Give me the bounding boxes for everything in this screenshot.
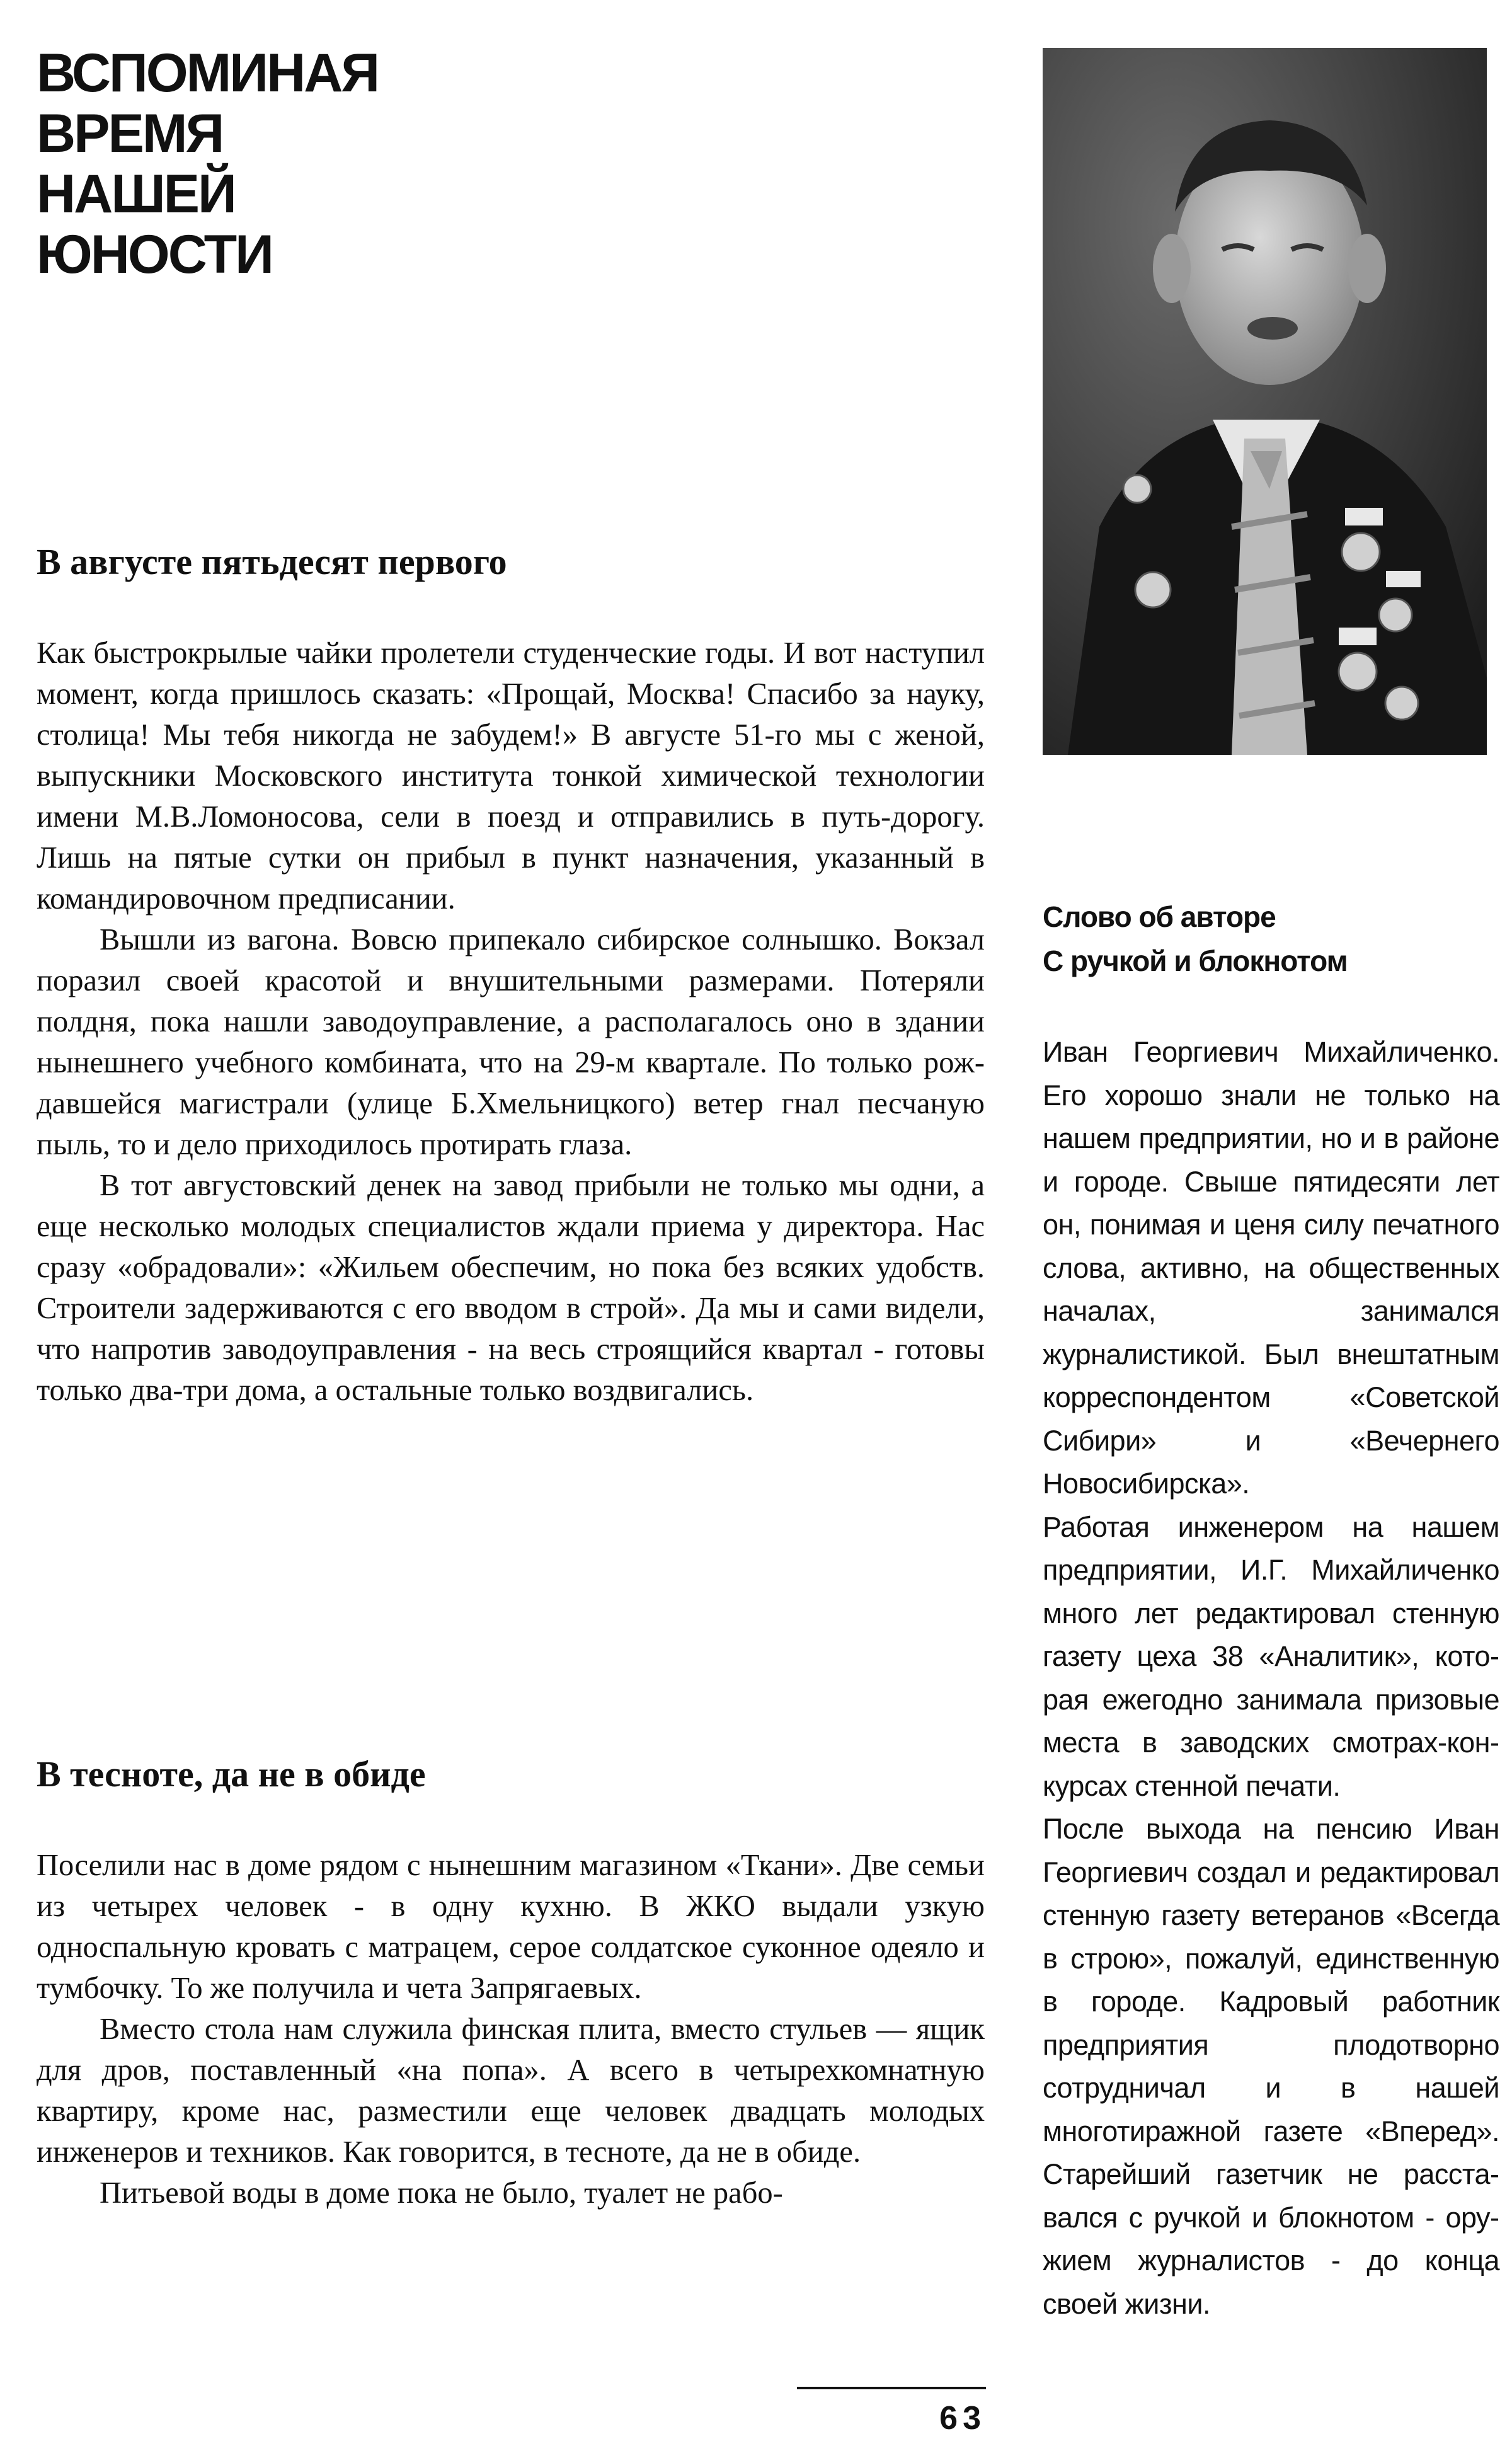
sidebar-heading-line: С ручкой и блокнотом: [1043, 945, 1348, 977]
section-heading: В тесноте, да не в обиде: [37, 1754, 426, 1794]
title-line: ВСПОМИНАЯ: [37, 43, 379, 103]
sidebar-heading: [1043, 895, 1499, 983]
title-line: НАШЕЙ: [37, 164, 235, 224]
author-portrait-photo: [1043, 48, 1487, 755]
sidebar-paragraph: Иван Георгиевич Михайличенко. Его хорошо знали не только на нашем предприятии, но и в районе и городе. Свыше пятидесяти лет он, понимая и ценя силу печатного слова, активно, на общественных началах, занимался журналистикой. Был внештатным корреспондентом «Советской Сибири» и «Вечернего Новосибирска».: [1043, 1036, 1499, 1500]
paragraph: В тот августовский денек на завод прибыли не только мы одни, а еще несколько молодых специалистов ждали приема у директора. Нас сразу «обрадовали»: «Жильем обеспечим, но пока без всяких удобств. Строители задерживаются с его вводом в строй». Да мы и сами видели, что напротив заводоуправления - на весь строящийся квартал - готовы только два-три дома, а остальные только воздвигались.: [37, 1169, 985, 1407]
title-line: ЮНОСТИ: [37, 224, 272, 285]
paragraph: Вместо стола нам служила финская плита, вместо стульев — ящик для дров, поставленный «на попа». А всего в четырехкомнатную квартиру, кроме нас, разместили еще человек двадцать молодых инженеров и техников. Как говорится, в тесноте, да не в обиде.: [37, 2012, 985, 2169]
paragraph: Поселили нас в доме рядом с нынешним магазином «Ткани». Две семьи из четырех человек - в одну кухню. В ЖКО выдали узкую односпальную кровать с матрацем, серое солдатское суконное одеяло и тумбочку. То же получила и чета Запрягаевых.: [37, 1849, 985, 2005]
sidebar-paragraph: Работая инженером на нашем предприятии, И.Г. Михайличенко много лет редактировал стенную газету цеха 38 «Аналитик», которая ежегодно занимала призовые места в заводских смотрах-конкурсах стенной печати.: [1043, 1510, 1499, 1802]
sidebar-body: [1043, 1031, 1499, 2326]
section-body: [37, 1845, 985, 2213]
title-line: ВРЕМЯ: [37, 103, 223, 164]
page-number: 63: [939, 2400, 986, 2437]
paragraph: Как быстрокрылые чайки пролетели студенческие годы. И вот наступил момент, когда пришлось сказать: «Прощай, Москва! Спасибо за науку, столица! Мы тебя никогда не забудем!» В августе 51-го мы с женой, выпускники Московского института тонкой химической технологии имени М.В.Ломоносова, сели в поезд и отправились в путь-дорогу. Лишь на пятые сутки он прибыл в пункт назначения, указанный в командировочном предписании.: [37, 636, 985, 916]
section-body: [37, 633, 985, 1411]
folio-rule: [797, 2387, 986, 2389]
sidebar-heading-line: Слово об авторе: [1043, 900, 1276, 933]
article-title: [37, 43, 478, 285]
paragraph: Вышли из вагона. Вовсю припекало сибирское солнышко. Вокзал поразил своей красотой и внушительными размерами. Потеряли полдня, пока нашли заводоуправление, а располагалось оно в здании нынешнего учебного комбината, что на 29-м квартале. По только рождавшейся магистрали (улице Б.Хмельницкого) ветер гнал песчаную пыль, то и дело приходилось протирать глаза.: [37, 923, 985, 1161]
sidebar-paragraph: После выхода на пенсию Иван Георгиевич создал и редактировал стенную газету ветеранов «Всегда в строю», пожалуй, единственную в городе. Кадровый работник предприятия плодотворно сотрудничал и в нашей многотиражной газете «Вперед». Старейший газетчик не расставался с ручкой и блокнотом - оружием журналистов - до конца своей жизни.: [1043, 1813, 1499, 2320]
paragraph: Питьевой воды в доме пока не было, туалет не рабо-: [100, 2176, 783, 2210]
section-heading: В августе пятьдесят первого: [37, 541, 507, 582]
